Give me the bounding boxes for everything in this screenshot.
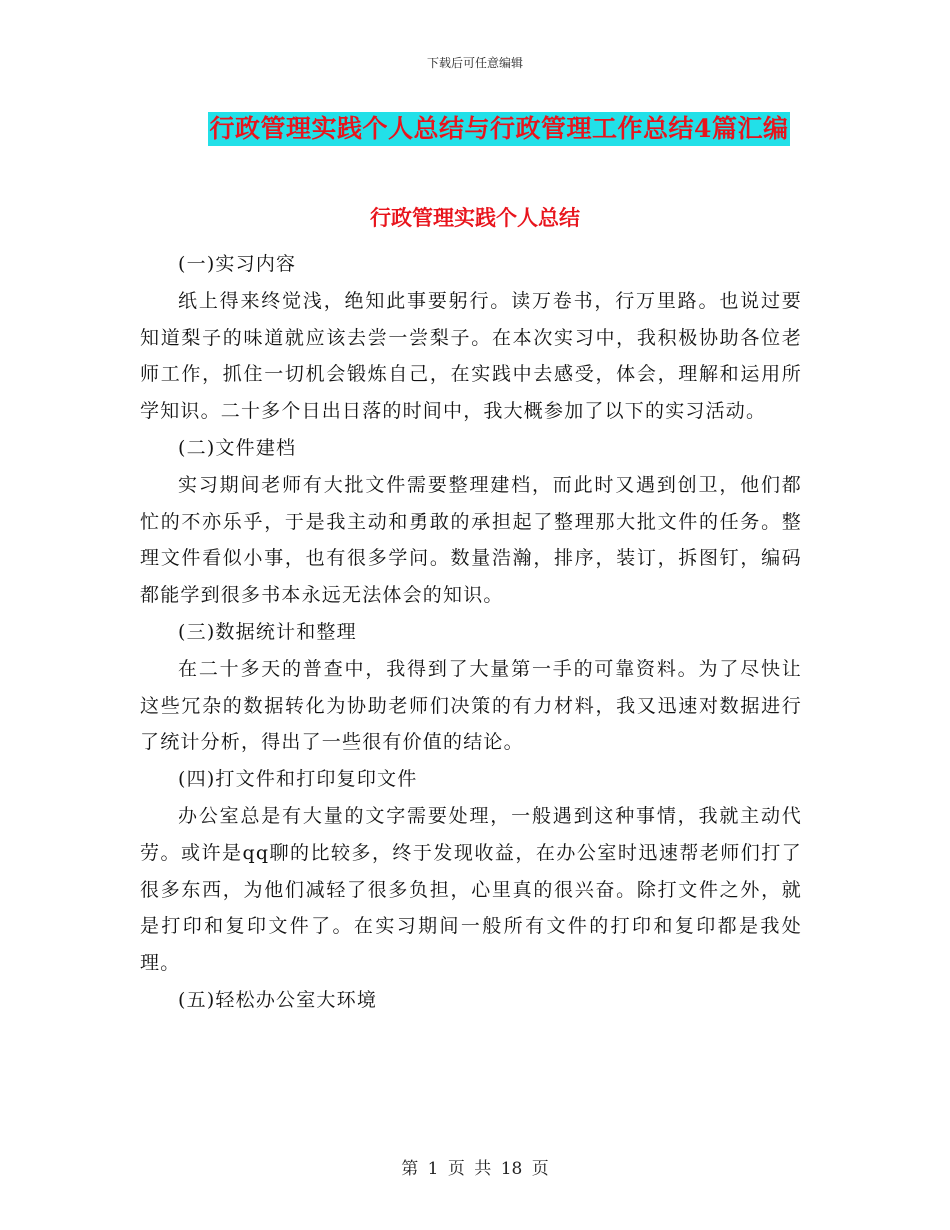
document-body <box>140 246 802 1019</box>
paragraph: 纸上得来终觉浅，绝知此事要躬行。读万卷书，行万里路。也说过要知道梨子的味道就应该去尝一尝梨子。在本次实习中，我积极协助各位老师工作，抓住一切机会锻炼自己，在实践中去感受，体会，理解和运用所学知识。二十多个日出日落的时间中，我大概参加了以下的实习活动。 <box>140 289 802 423</box>
paragraph: 办公室总是有大量的文字需要处理，一般遇到这种事情，我就主动代劳。或许是qq聊的比较多，终于发现收益，在办公室时迅速帮老师们打了很多东西，为他们减轻了很多负担，心里真的很兴奋。除打文件之外，就是打印和复印文件了。在实习期间一般所有文件的打印和复印都是我处理。 <box>140 804 802 975</box>
document-title <box>0 112 950 146</box>
subheading-data-statistics: (三)数据统计和整理 <box>178 620 357 643</box>
document-title-text: 行政管理实践个人总结与行政管理工作总结4篇汇编 <box>208 112 791 146</box>
subheading-file-archiving: (二)文件建档 <box>178 436 297 459</box>
header-note: 下载后可任意编辑 <box>426 56 523 70</box>
subheading-internship-content: (一)实习内容 <box>178 253 297 275</box>
subheading-office-environment: (五)轻松办公室大环境 <box>178 988 378 1011</box>
subheading-typing-printing: (四)打文件和打印复印文件 <box>178 768 418 791</box>
section-title: 行政管理实践个人总结 <box>370 205 580 230</box>
paragraph: 在二十多天的普查中，我得到了大量第一手的可靠资料。为了尽快让这些冗杂的数据转化为协助老师们决策的有力材料，我又迅速对数据进行了统计分析，得出了一些很有价值的结论。 <box>140 657 802 754</box>
paragraph: 实习期间老师有大批文件需要整理建档，而此时又遇到创卫，他们都忙的不亦乐乎，于是我主动和勇敢的承担起了整理那大批文件的任务。整理文件看似小事，也有很多学问。数量浩瀚，排序，装订，拆图钉，编码都能学到很多书本永远无法体会的知识。 <box>140 473 802 607</box>
page-footer: 第 1 页 共 18 页 <box>401 1159 549 1179</box>
